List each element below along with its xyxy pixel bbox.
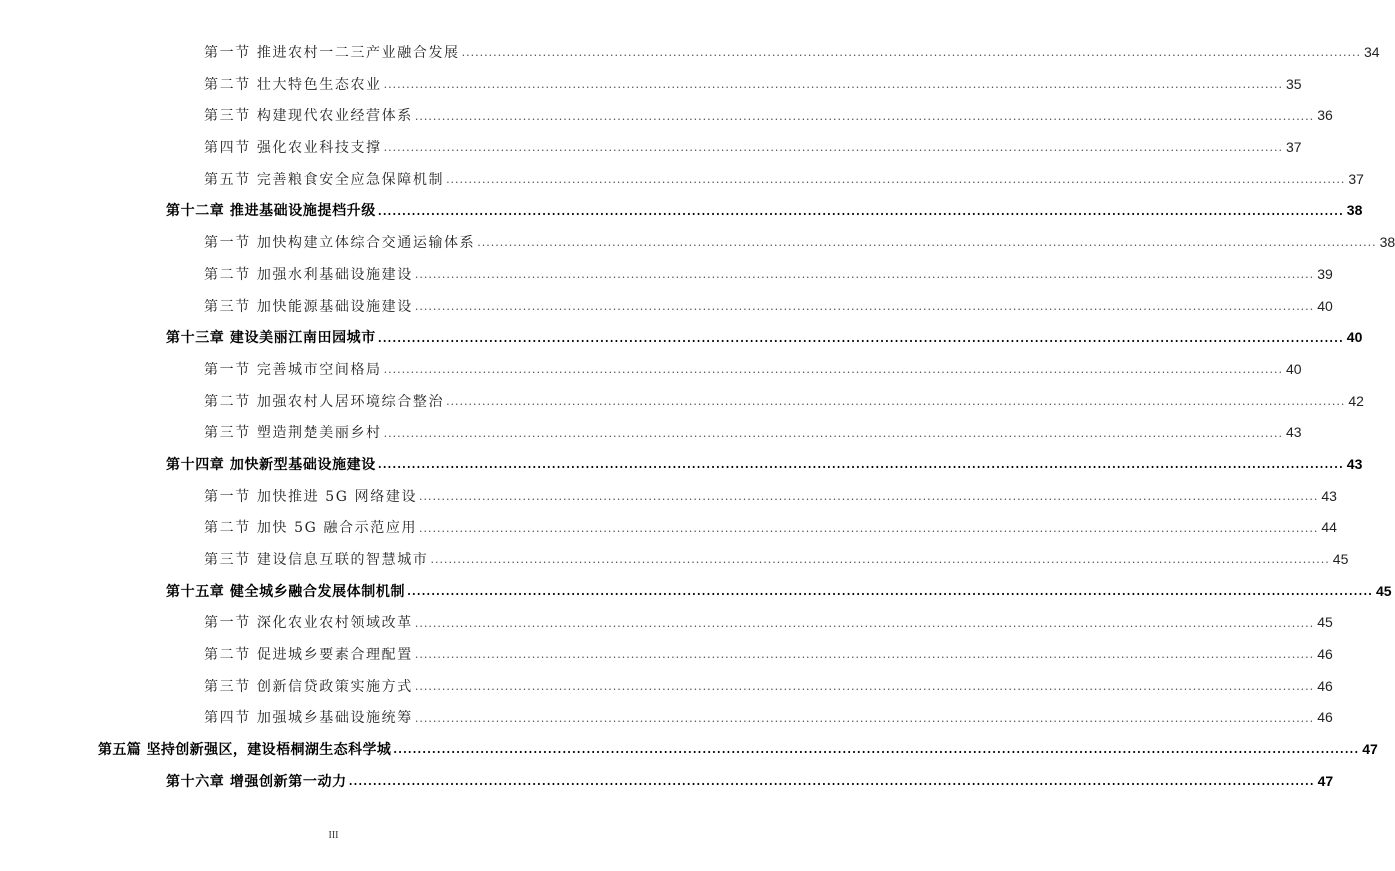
toc-entry-page-number: 43 <box>1346 455 1363 472</box>
dot-leader: ........................................................................................................................................................................................................ <box>419 521 1319 535</box>
toc-entry-section[interactable] <box>0 227 1395 259</box>
toc-entry-section[interactable] <box>0 702 1333 734</box>
dot-leader: ........................................................................................................................................................................................................ <box>383 78 1283 92</box>
toc-entry-page-number: 47 <box>1362 741 1378 758</box>
toc-entry-page-number: 45 <box>1376 582 1392 599</box>
toc-entry-section[interactable] <box>0 100 1333 132</box>
toc-entry-title: 第二节 加快 5G 融合示范应用 <box>204 520 418 537</box>
toc-entry-page-number: 46 <box>1317 709 1333 726</box>
toc-entry-title: 第二节 壮大特色生态农业 <box>204 76 382 93</box>
dot-leader: ........................................................................................................................................................................................................ <box>383 426 1283 440</box>
toc-entry-page-number: 38 <box>1346 202 1363 219</box>
dot-leader: ........................................................................................................................................................................................................ <box>414 109 1315 123</box>
toc-entry-chapter[interactable] <box>0 322 1363 354</box>
toc-entry-page-number: 45 <box>1317 614 1333 631</box>
toc-entry-title: 第一节 完善城市空间格局 <box>204 361 382 378</box>
toc-entry-page-number: 35 <box>1285 75 1302 92</box>
toc-entry-title: 第五篇 坚持创新强区，建设梧桐湖生态科学城 <box>98 742 392 759</box>
dot-leader: ........................................................................................................................................................................................................ <box>377 204 1344 218</box>
toc-entry-chapter[interactable] <box>0 576 1392 608</box>
toc-entry-title: 第十六章 增强创新第一动力 <box>166 773 347 790</box>
toc-entry-title: 第五节 完善粮食安全应急保障机制 <box>204 171 445 188</box>
dot-leader: ........................................................................................................................................................................................................ <box>414 299 1315 313</box>
toc-entry-page-number: 34 <box>1363 44 1380 60</box>
dot-leader: ........................................................................................................................................................................................................ <box>414 711 1315 725</box>
dot-leader: ........................................................................................................................................................................................................ <box>407 585 1373 599</box>
toc-entry-title: 第二节 促进城乡要素合理配置 <box>204 647 413 664</box>
toc-entry-section[interactable] <box>0 512 1337 544</box>
dot-leader: ........................................................................................................................................................................................................ <box>414 268 1315 282</box>
dot-leader: ........................................................................................................................................................................................................ <box>348 775 1315 789</box>
dot-leader: ........................................................................................................................................................................................................ <box>383 141 1283 155</box>
dot-leader: ........................................................................................................................................................................................................ <box>377 331 1344 345</box>
toc-entry-section[interactable] <box>0 132 1302 164</box>
toc-entry-section[interactable] <box>0 671 1333 703</box>
toc-entry-page-number: 40 <box>1346 329 1363 346</box>
toc-entry-page-number: 45 <box>1332 551 1349 567</box>
toc-entry-title: 第二节 加强水利基础设施建设 <box>204 266 413 283</box>
dot-leader: ........................................................................................................................................................................................................ <box>383 363 1283 377</box>
toc-entry-section[interactable] <box>0 37 1380 69</box>
dot-leader: ........................................................................................................................................................................................................ <box>419 489 1319 503</box>
toc-entry-page-number: 39 <box>1317 265 1333 282</box>
toc-entry-section[interactable] <box>0 544 1349 576</box>
toc-entry-section[interactable] <box>0 259 1333 291</box>
toc-entry-title: 第三节 塑造荆楚美丽乡村 <box>204 425 382 442</box>
toc-entry-page-number: 37 <box>1285 139 1302 156</box>
toc-entry-title: 第一节 推进农村一二三产业融合发展 <box>204 45 460 61</box>
dot-leader: ........................................................................................................................................................................................................ <box>414 680 1315 694</box>
toc-entry-chapter[interactable] <box>0 766 1334 798</box>
toc-entry-section[interactable] <box>0 386 1364 418</box>
toc-entry-part[interactable] <box>0 734 1378 766</box>
toc-entry-chapter[interactable] <box>0 449 1363 481</box>
toc-entry-page-number: 43 <box>1285 424 1302 441</box>
dot-leader: ........................................................................................................................................................................................................ <box>393 743 1360 757</box>
table-of-contents <box>0 37 1395 798</box>
toc-entry-page-number: 43 <box>1321 487 1337 504</box>
toc-entry-title: 第三节 构建现代农业经营体系 <box>204 108 413 125</box>
toc-entry-title: 第三节 建设信息互联的智慧城市 <box>204 552 429 568</box>
toc-entry-section[interactable] <box>0 607 1333 639</box>
dot-leader: ........................................................................................................................................................................................................ <box>446 394 1346 408</box>
toc-entry-page-number: 36 <box>1317 107 1333 124</box>
toc-entry-section[interactable] <box>0 417 1302 449</box>
toc-entry-section[interactable] <box>0 291 1333 323</box>
toc-entry-section[interactable] <box>0 164 1364 196</box>
toc-entry-title: 第十二章 推进基础设施提档升级 <box>166 203 376 220</box>
toc-entry-section[interactable] <box>0 639 1333 671</box>
toc-entry-page-number: 42 <box>1348 392 1364 409</box>
toc-entry-title: 第一节 加快推进 5G 网络建设 <box>204 488 418 505</box>
dot-leader: ........................................................................................................................................................................................................ <box>414 648 1315 662</box>
toc-entry-page-number: 40 <box>1285 360 1302 377</box>
toc-entry-page-number: 46 <box>1317 646 1333 663</box>
toc-entry-section[interactable] <box>0 354 1302 386</box>
dot-leader: ........................................................................................................................................................................................................ <box>461 46 1361 60</box>
toc-entry-page-number: 40 <box>1317 297 1333 314</box>
dot-leader: ........................................................................................................................................................................................................ <box>377 458 1344 472</box>
page-number-footer: III <box>328 830 339 841</box>
toc-entry-title: 第二节 加强农村人居环境综合整治 <box>204 393 445 410</box>
dot-leader: ........................................................................................................................................................................................................ <box>477 236 1377 250</box>
toc-entry-title: 第十三章 建设美丽江南田园城市 <box>166 330 376 347</box>
dot-leader: ........................................................................................................................................................................................................ <box>446 173 1346 187</box>
toc-entry-page-number: 38 <box>1379 234 1395 251</box>
toc-entry-page-number: 47 <box>1317 772 1334 789</box>
toc-entry-page-number: 44 <box>1321 519 1337 536</box>
toc-entry-section[interactable] <box>0 481 1337 513</box>
toc-entry-page-number: 37 <box>1348 170 1364 187</box>
toc-entry-title: 第十五章 健全城乡融合发展体制机制 <box>166 583 406 600</box>
toc-entry-title: 第一节 深化农业农村领域改革 <box>204 615 413 632</box>
toc-entry-page-number: 46 <box>1317 677 1333 694</box>
dot-leader: ........................................................................................................................................................................................................ <box>430 553 1330 567</box>
toc-entry-title: 第十四章 加快新型基础设施建设 <box>166 456 376 473</box>
toc-entry-section[interactable] <box>0 69 1302 101</box>
toc-entry-title: 第一节 加快构建立体综合交通运输体系 <box>204 235 476 252</box>
toc-entry-title: 第四节 加强城乡基础设施统筹 <box>204 710 413 727</box>
toc-entry-title: 第三节 创新信贷政策实施方式 <box>204 678 413 695</box>
toc-entry-title: 第三节 加快能源基础设施建设 <box>204 298 413 315</box>
toc-entry-title: 第四节 强化农业科技支撑 <box>204 140 382 157</box>
dot-leader: ........................................................................................................................................................................................................ <box>414 616 1315 630</box>
toc-entry-chapter[interactable] <box>0 195 1363 227</box>
